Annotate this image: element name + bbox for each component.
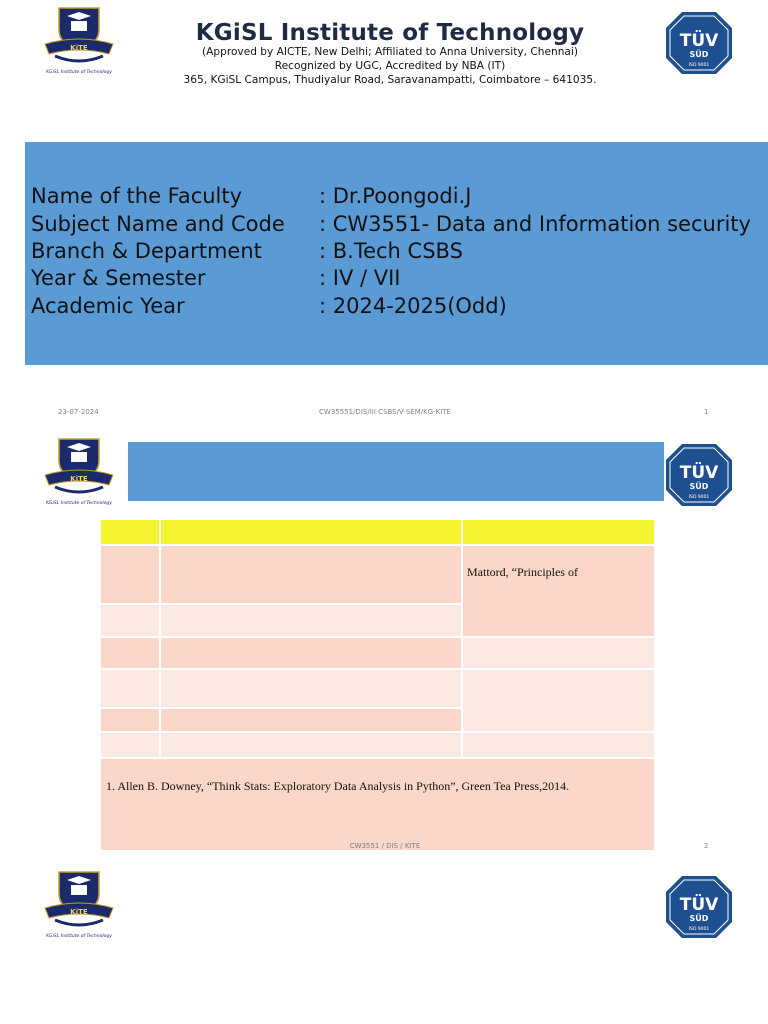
slide1-course-code: CW35551/DIS/III CSBS/V-SEM/KG-KITE <box>319 408 451 416</box>
table-cell <box>463 670 654 731</box>
table-header-cell <box>463 520 654 544</box>
table-cell <box>463 638 654 668</box>
table-header-cell <box>101 520 159 544</box>
tuv-iso: ISO 9001 <box>688 495 710 500</box>
table-header-cell <box>161 520 461 544</box>
kite-logo <box>35 4 123 81</box>
faculty-info-panel <box>25 142 768 365</box>
info-value: : B.Tech CSBS <box>319 239 463 263</box>
info-label: Name of the Faculty <box>31 184 243 208</box>
tuv-text: TÜV <box>679 31 719 51</box>
kite-caption: KGiSL Institute of Technology <box>46 934 112 939</box>
tuv-logo <box>664 874 734 945</box>
table-cell <box>101 709 159 731</box>
table-cell <box>101 638 159 668</box>
tuv-iso: ISO 9001 <box>688 63 710 68</box>
table-cell <box>101 605 159 636</box>
info-value: : 2024-2025(Odd) <box>319 294 507 318</box>
tuv-logo <box>664 442 734 513</box>
address-line: 365, KGiSL Campus, Thudiyalur Road, Saravanampatti, Coimbatore – 641035. <box>183 74 597 86</box>
institution-title: KGiSL Institute of Technology <box>195 20 585 46</box>
kite-logo <box>35 868 123 945</box>
approval-line: (Approved by AICTE, New Delhi; Affiliated to Anna University, Chennai) <box>202 46 578 58</box>
kite-caption: KGiSL Institute of Technology <box>46 70 112 75</box>
slide2-course-code: CW3551 / DIS / KITE <box>349 842 421 850</box>
table-cell <box>161 709 461 731</box>
reference-text: 1. Allen B. Downey, “Think Stats: Exploratory Data Analysis in Python”, Green Tea Press,2014. <box>106 779 570 793</box>
kite-badge-text: KiTE <box>70 475 88 483</box>
table-cell <box>101 546 159 603</box>
table-cell-reference <box>463 546 654 636</box>
table-cell <box>161 733 461 757</box>
info-label: Academic Year <box>31 294 185 318</box>
table-cell <box>161 546 461 603</box>
slide2-page-number: 2 <box>704 842 709 850</box>
recognition-line: Recognized by UGC, Accredited by NBA (IT) <box>274 60 506 72</box>
tuv-text: TÜV <box>679 463 719 483</box>
slide1-date: 23-07-2024 <box>58 408 99 416</box>
slide1-page-number: 1 <box>704 408 709 416</box>
info-row-year <box>31 266 401 290</box>
info-label: Subject Name and Code <box>31 212 285 236</box>
table-cell <box>101 733 159 757</box>
info-row-branch <box>31 239 463 263</box>
reference-cell-text: Mattord, “Principles of <box>467 565 578 579</box>
table-cell <box>101 670 159 707</box>
table-cell <box>161 638 461 668</box>
kite-logo <box>35 435 123 512</box>
tuv-text: TÜV <box>679 895 719 915</box>
info-row-subject <box>31 212 751 236</box>
table-cell <box>463 733 654 757</box>
tuv-sub: SÜD <box>689 482 709 491</box>
tuv-iso: ISO 9001 <box>688 927 710 932</box>
syllabus-table <box>101 520 654 850</box>
info-row-academic-year <box>31 294 507 318</box>
info-value: : CW3551- Data and Information security <box>319 212 751 236</box>
table-cell <box>161 670 461 707</box>
info-value: : Dr.Poongodi.J <box>319 184 472 208</box>
slide-title-bar <box>128 442 664 501</box>
info-value: : IV / VII <box>319 266 401 290</box>
kite-badge-text: KiTE <box>70 908 88 916</box>
table-reference-row <box>101 759 654 850</box>
tuv-logo <box>664 10 734 81</box>
info-label: Branch & Department <box>31 239 262 263</box>
info-row-faculty <box>31 184 471 208</box>
tuv-sub: SÜD <box>689 914 709 923</box>
info-label: Year & Semester <box>31 266 206 290</box>
table-cell <box>161 605 461 636</box>
kite-badge-text: KiTE <box>70 44 88 52</box>
kite-caption: KGiSL Institute of Technology <box>46 501 112 506</box>
tuv-sub: SÜD <box>689 50 709 59</box>
